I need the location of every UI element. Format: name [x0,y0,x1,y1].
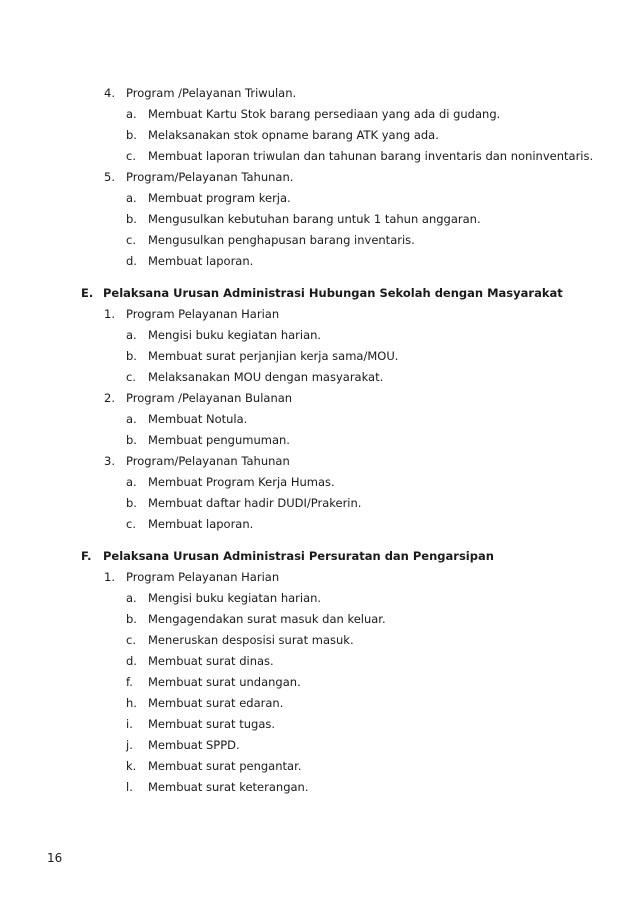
item-text: Pelaksana Urusan Administrasi Hubungan Sekolah dengan Masyarakat [103,286,563,300]
item-text: Membuat surat undangan. [148,675,301,689]
item-marker: i. [126,717,133,731]
item-text: Melaksanakan stok opname barang ATK yang ada. [148,128,439,142]
item-marker: b. [126,612,137,626]
item-marker: E. [81,286,94,300]
item-marker: c. [126,149,136,163]
item-marker: c. [126,517,136,531]
item-marker: a. [126,475,137,489]
item-marker: j. [126,738,133,752]
item-text: Membuat Kartu Stok barang persediaan yang ada di gudang. [148,107,501,121]
item-text: Mengagendakan surat masuk dan keluar. [148,612,386,626]
item-marker: 5. [104,170,115,184]
item-text: Pelaksana Urusan Administrasi Persuratan dan Pengarsipan [103,549,494,563]
item-marker: 2. [104,391,115,405]
item-marker: b. [126,433,137,447]
item-text: Program /Pelayanan Bulanan [126,391,293,405]
item-marker: b. [126,128,137,142]
item-marker: b. [126,349,137,363]
page-number: 16 [47,851,63,865]
item-marker: h. [126,696,137,710]
item-text: Membuat surat pengantar. [148,759,302,773]
item-text: Membuat SPPD. [148,738,240,752]
item-text: Membuat surat tugas. [148,717,276,731]
item-text: Program/Pelayanan Tahunan. [126,170,294,184]
item-text: Mengusulkan kebutuhan barang untuk 1 tahun anggaran. [148,212,481,226]
item-marker: a. [126,191,137,205]
item-text: Membuat laporan. [148,517,254,531]
item-text: Membuat daftar hadir DUDI/Prakerin. [148,496,362,510]
item-text: Membuat Notula. [148,412,248,426]
item-text: Membuat surat edaran. [148,696,284,710]
item-text: Program Pelayanan Harian [126,570,280,584]
item-marker: 1. [104,307,115,321]
item-text: Membuat pengumuman. [148,433,290,447]
item-marker: 3. [104,454,115,468]
item-marker: c. [126,633,136,647]
item-text: Program Pelayanan Harian [126,307,280,321]
item-marker: F. [81,549,92,563]
item-marker: k. [126,759,137,773]
item-marker: a. [126,591,137,605]
item-text: Meneruskan desposisi surat masuk. [148,633,354,647]
item-marker: b. [126,496,137,510]
item-marker: c. [126,233,136,247]
item-marker: b. [126,212,137,226]
item-text: Mengisi buku kegiatan harian. [148,328,322,342]
item-text: Membuat program kerja. [148,191,291,205]
item-text: Membuat laporan. [148,254,254,268]
item-marker: 4. [104,86,115,100]
item-text: Membuat laporan triwulan dan tahunan barang inventaris dan noninventaris. [148,149,594,163]
item-marker: f. [126,675,133,689]
item-marker: a. [126,107,137,121]
item-text: Membuat surat perjanjian kerja sama/MOU. [148,349,399,363]
item-text: Program /Pelayanan Triwulan. [126,86,297,100]
item-text: Program/Pelayanan Tahunan [126,454,290,468]
item-text: Melaksanakan MOU dengan masyarakat. [148,370,384,384]
item-text: Membuat surat dinas. [148,654,274,668]
item-marker: 1. [104,570,115,584]
item-marker: a. [126,328,137,342]
item-marker: c. [126,370,136,384]
item-text: Mengisi buku kegiatan harian. [148,591,322,605]
item-text: Mengusulkan penghapusan barang inventaris. [148,233,415,247]
item-text: Membuat Program Kerja Humas. [148,475,335,489]
item-marker: d. [126,254,137,268]
item-text: Membuat surat keterangan. [148,780,309,794]
item-marker: a. [126,412,137,426]
item-marker: l. [126,780,133,794]
item-marker: d. [126,654,137,668]
